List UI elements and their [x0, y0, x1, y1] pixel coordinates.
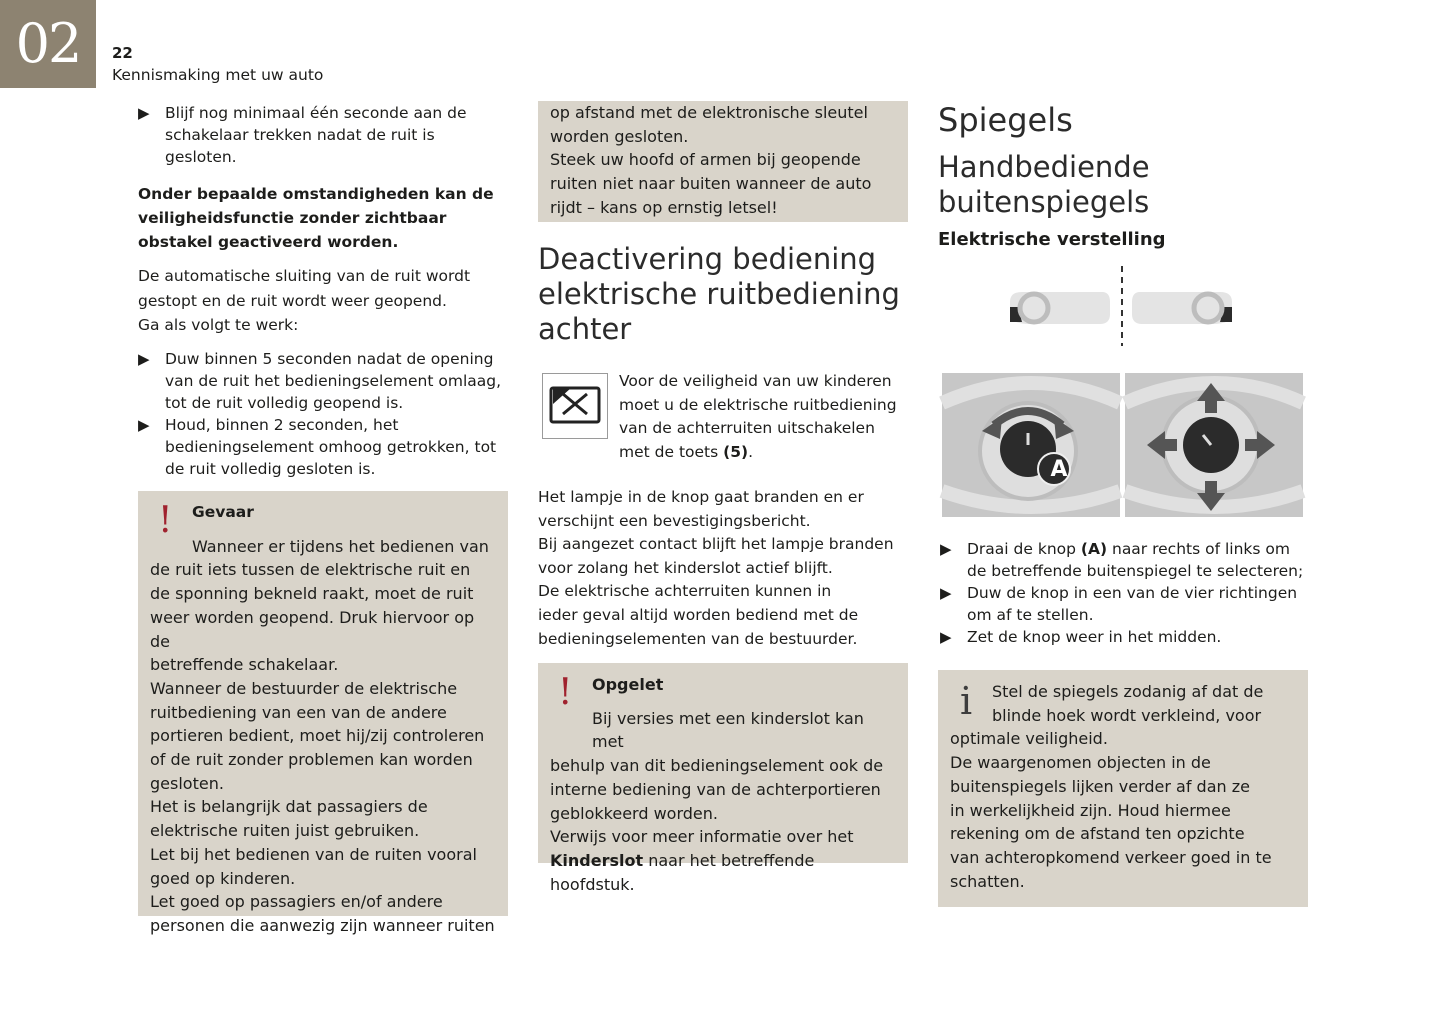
bullet-hold-switch: ▶ Blijf nog minimaal één seconde aan de schakelaar trekken nadat de ruit is gesloten. [138, 102, 475, 168]
bullet-push-down: ▶ Duw binnen 5 seconden nadat de opening van de ruit het bedieningselement omlaag, tot de ruit volledig geopend is. [138, 348, 505, 414]
lamp-paragraph: Het lampje in de knop gaat branden en er verschijnt een bevestigingsbericht. Bij aangezet contact blijft het lampje branden voor zolang het kinderslot actief blijft. De elektrische achterruiten kunnen in ieder geval altijd worden bediend met de bedieningselementen van de bestuurder. [538, 488, 894, 648]
icon-description: Voor de veiligheid van uw kinderen moet u de elektrische ruitbediening van de achterruiten uitschakelen met de toets (5). [619, 372, 897, 461]
bullet-turn-knob: ▶ Draai de knop (A) naar rechts of links om de betreffende buitenspiegel te selecteren; [940, 538, 1310, 582]
warning-text: de ruit iets tussen de elektrische ruit en de sponning bekneld raakt, moet de ruit weer worden geopend. Druk hiervoor op de betreffende schakelaar. Wanneer de bestuurder de elektrische ruitbediening van een van de andere portieren bedient, moet hij/zij controleren of de ruit zonder problemen kan worden gesloten. Het is belangrijk dat passagiers de elektrische ruiten juist gebruiken. Let bij het bedienen van de ruiten vooral goed op kinderen. Let goed op passagiers en/of andere personen die aanwezig zijn wanneer ruiten [150, 560, 495, 935]
bullet-center-knob: ▶ Zet de knop weer in het midden. [940, 626, 1310, 648]
manual-mirrors-subtitle: Handbediende buitenspiegels [938, 150, 1150, 219]
mirror-selection-illustration [1000, 262, 1240, 348]
mirrors-title: Spiegels [938, 101, 1073, 139]
caution-title: Opgelet [592, 675, 664, 694]
bold-note: Onder bepaalde omstandigheden kan de veiligheidsfunctie zonder zichtbaar obstakel geactiveerd worden. [138, 185, 494, 251]
caution-box: ! Opgelet Bij versies met een kinderslot kan met behulp van dit bedieningselement ook de interne bediening van de achterportieren geblokkeerd worden. Verwijs voor meer informatie over het Kinderslot naar het betreffende hoofdstuk. [538, 663, 908, 863]
page-number: 22 [112, 44, 133, 62]
chapter-tab: 02 [0, 0, 96, 88]
warning-box [138, 491, 508, 935]
section-title: Kennismaking met uw auto [112, 66, 324, 84]
bullet-push-knob: ▶ Duw de knop in een van de vier richtingen om af te stellen. [940, 582, 1302, 626]
knob-label: A [1050, 457, 1068, 482]
caution-exclamation-icon: ! [558, 672, 573, 713]
warning-exclamation-icon: ! [158, 500, 173, 541]
bullet-pull-up: ▶ Houd, binnen 2 seconden, het bedieningselement omhoog getrokken, tot de ruit volledig gesloten is. [138, 414, 505, 480]
warning-first-line: Wanneer er tijdens het bedienen van [192, 536, 489, 556]
window-lock-icon [542, 373, 608, 439]
column-1 [138, 102, 508, 480]
mirror-bullets [940, 538, 1310, 648]
info-box: i Stel de spiegels zodanig af dat de blinde hoek wordt verkleind, voor optimale veiligheid. De waargenomen objecten in de buitenspiegels lijken verder af dan ze in werkelijkheid zijn. Houd hiermee rekening om de afstand ten opzichte van achteropkomend verkeer goed in te schatten. [938, 670, 1308, 907]
auto-close-paragraph: De automatische sluiting van de ruit wordt gestopt en de ruit wordt weer geopend. Ga als volgt te werk: [138, 267, 471, 334]
deactivation-heading: Deactivering bediening elektrische ruitbediening achter [538, 242, 900, 346]
info-icon: i [960, 679, 973, 723]
electric-adjustment-heading: Elektrische verstelling [938, 229, 1166, 250]
knob-rotate-illustration [942, 373, 1120, 517]
knob-direction-illustration [1125, 373, 1303, 517]
continued-warning-box: op afstand met de elektronische sleutel worden gesloten. Steek uw hoofd of armen bij geopende ruiten niet naar buiten wanneer de auto rijdt – kans op ernstig letsel! [538, 101, 908, 222]
warning-title: Gevaar [192, 503, 254, 521]
